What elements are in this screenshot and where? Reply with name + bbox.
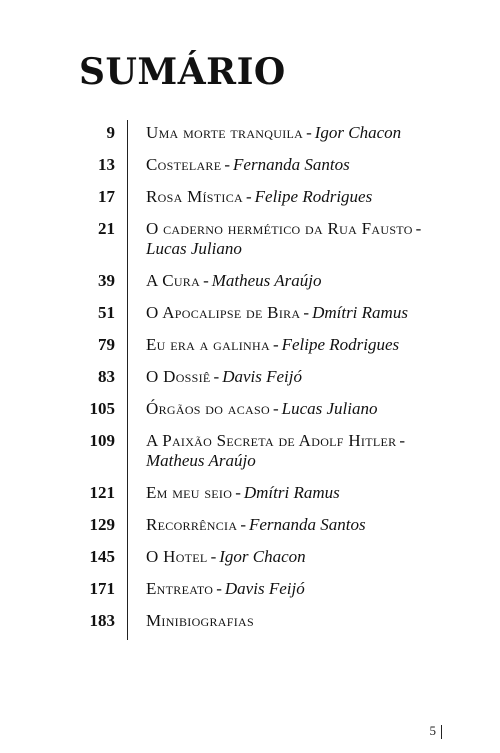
toc-entry-title: Eu era a galinha	[146, 335, 270, 354]
toc-entry	[79, 216, 459, 268]
toc-entry-author: Felipe Rodrigues	[254, 187, 373, 206]
toc-entry	[79, 120, 459, 152]
toc-entry-separator: -	[245, 187, 252, 206]
toc-divider	[127, 480, 128, 512]
toc-entry-text	[146, 480, 459, 512]
toc-entry-separator: -	[216, 579, 222, 598]
toc-divider	[127, 184, 128, 216]
toc-entry-title: Recorrência	[146, 515, 238, 534]
toc-divider	[127, 428, 128, 480]
toc-divider	[127, 608, 128, 640]
table-of-contents	[79, 120, 459, 640]
toc-entry-author: Davis Feijó	[222, 367, 303, 386]
toc-entry-separator: -	[272, 335, 279, 354]
toc-divider	[127, 576, 128, 608]
toc-entry-separator: -	[235, 483, 241, 502]
toc-entry	[79, 576, 459, 608]
toc-page-number: 9	[106, 123, 115, 142]
toc-entry	[79, 300, 459, 332]
toc-entry-title: Entreato	[146, 579, 214, 598]
toc-entry-title: Uma morte tranquila	[146, 123, 304, 142]
toc-entry-title: Rosa Mística	[146, 187, 243, 206]
toc-entry-text	[146, 184, 459, 216]
toc-entry-text	[146, 428, 459, 480]
toc-divider	[127, 364, 128, 396]
toc-entry-separator: -	[399, 431, 406, 450]
toc-divider	[127, 332, 128, 364]
toc-entry-separator: -	[303, 303, 310, 322]
toc-page-number: 171	[89, 579, 115, 598]
toc-page-number: 83	[98, 367, 115, 386]
toc-entry-author: Igor Chacon	[314, 123, 402, 142]
toc-entry-title: A Cura	[146, 271, 201, 290]
toc-divider	[127, 268, 128, 300]
toc-entry	[79, 332, 459, 364]
toc-entry-title: A Paixão Secreta de Adolf Hitler	[146, 431, 397, 450]
toc-entry-author: Matheus Araújo	[211, 271, 322, 290]
toc-entry-text	[146, 608, 459, 640]
toc-entry-separator: -	[213, 367, 220, 386]
toc-divider	[127, 512, 128, 544]
toc-entry-author: Lucas Juliano	[281, 399, 378, 418]
toc-entry-title: O Dossiê	[146, 367, 211, 386]
toc-entry-separator: -	[203, 271, 209, 290]
toc-entry	[79, 152, 459, 184]
toc-entry-title: O caderno hermético da Rua Fausto	[146, 219, 413, 238]
toc-entry-text	[146, 544, 459, 576]
toc-entry-separator: -	[224, 155, 231, 174]
toc-page-number: 121	[89, 483, 115, 502]
toc-entry-title: O Apocalipse de Bira	[146, 303, 301, 322]
toc-entry-title: O Hotel	[146, 547, 208, 566]
toc-divider	[127, 544, 128, 576]
toc-entry-text	[146, 268, 459, 300]
toc-entry-title: Minibiografias	[146, 611, 254, 630]
toc-entry-text	[146, 152, 459, 184]
toc-entry-text	[146, 364, 459, 396]
toc-entry-author: Dmítri Ramus	[243, 483, 340, 502]
toc-entry	[79, 268, 459, 300]
toc-entry-separator: -	[306, 123, 312, 142]
folio-divider	[441, 725, 442, 739]
toc-entry-text	[146, 216, 459, 268]
toc-entry-author: Davis Feijó	[224, 579, 305, 598]
toc-entry	[79, 184, 459, 216]
toc-entry-author: Felipe Rodrigues	[281, 335, 400, 354]
toc-entry	[79, 480, 459, 512]
toc-page-number: 17	[98, 187, 115, 206]
toc-page-number: 109	[89, 431, 115, 450]
toc-page-number: 183	[89, 611, 115, 630]
toc-entry-separator: -	[210, 547, 217, 566]
toc-page-number: 51	[98, 303, 115, 322]
toc-entry-author: Fernanda Santos	[248, 515, 366, 534]
toc-entry-title: Órgãos do acaso	[146, 399, 270, 418]
toc-page-number: 79	[98, 335, 115, 354]
toc-entry-text	[146, 512, 459, 544]
toc-entry	[79, 608, 459, 640]
toc-entry	[79, 428, 459, 480]
folio-number: 5	[429, 723, 436, 738]
toc-page-number: 13	[98, 155, 115, 174]
toc-entry-title: Em meu seio	[146, 483, 233, 502]
page-number-footer	[430, 723, 443, 739]
toc-entry-author: Fernanda Santos	[233, 155, 350, 174]
toc-divider	[127, 152, 128, 184]
toc-page-number: 21	[98, 219, 115, 238]
toc-entry-separator: -	[415, 219, 422, 238]
toc-entry	[79, 512, 459, 544]
toc-page-number: 105	[89, 399, 115, 418]
toc-entry-text	[146, 300, 459, 332]
toc-page-number: 39	[98, 271, 115, 290]
toc-entry-text	[146, 396, 459, 428]
toc-entry-separator: -	[240, 515, 246, 534]
toc-entry-author: Igor Chacon	[219, 547, 306, 566]
toc-entry-text	[146, 120, 459, 152]
toc-entry-separator: -	[272, 399, 279, 418]
toc-entry-author: Matheus Araújo	[146, 451, 256, 470]
toc-entry-author: Lucas Juliano	[146, 239, 242, 258]
toc-entry-author: Dmítri Ramus	[312, 303, 408, 322]
toc-entry	[79, 396, 459, 428]
page-title: SUMÁRIO	[79, 51, 286, 93]
toc-divider	[127, 396, 128, 428]
toc-entry-text	[146, 332, 459, 364]
toc-divider	[127, 120, 128, 152]
toc-entry-text	[146, 576, 459, 608]
toc-entry	[79, 364, 459, 396]
toc-page-number: 145	[89, 547, 115, 566]
toc-entry	[79, 544, 459, 576]
toc-divider	[127, 216, 128, 268]
toc-page-number: 129	[89, 515, 115, 534]
toc-divider	[127, 300, 128, 332]
toc-entry-title: Costelare	[146, 155, 222, 174]
